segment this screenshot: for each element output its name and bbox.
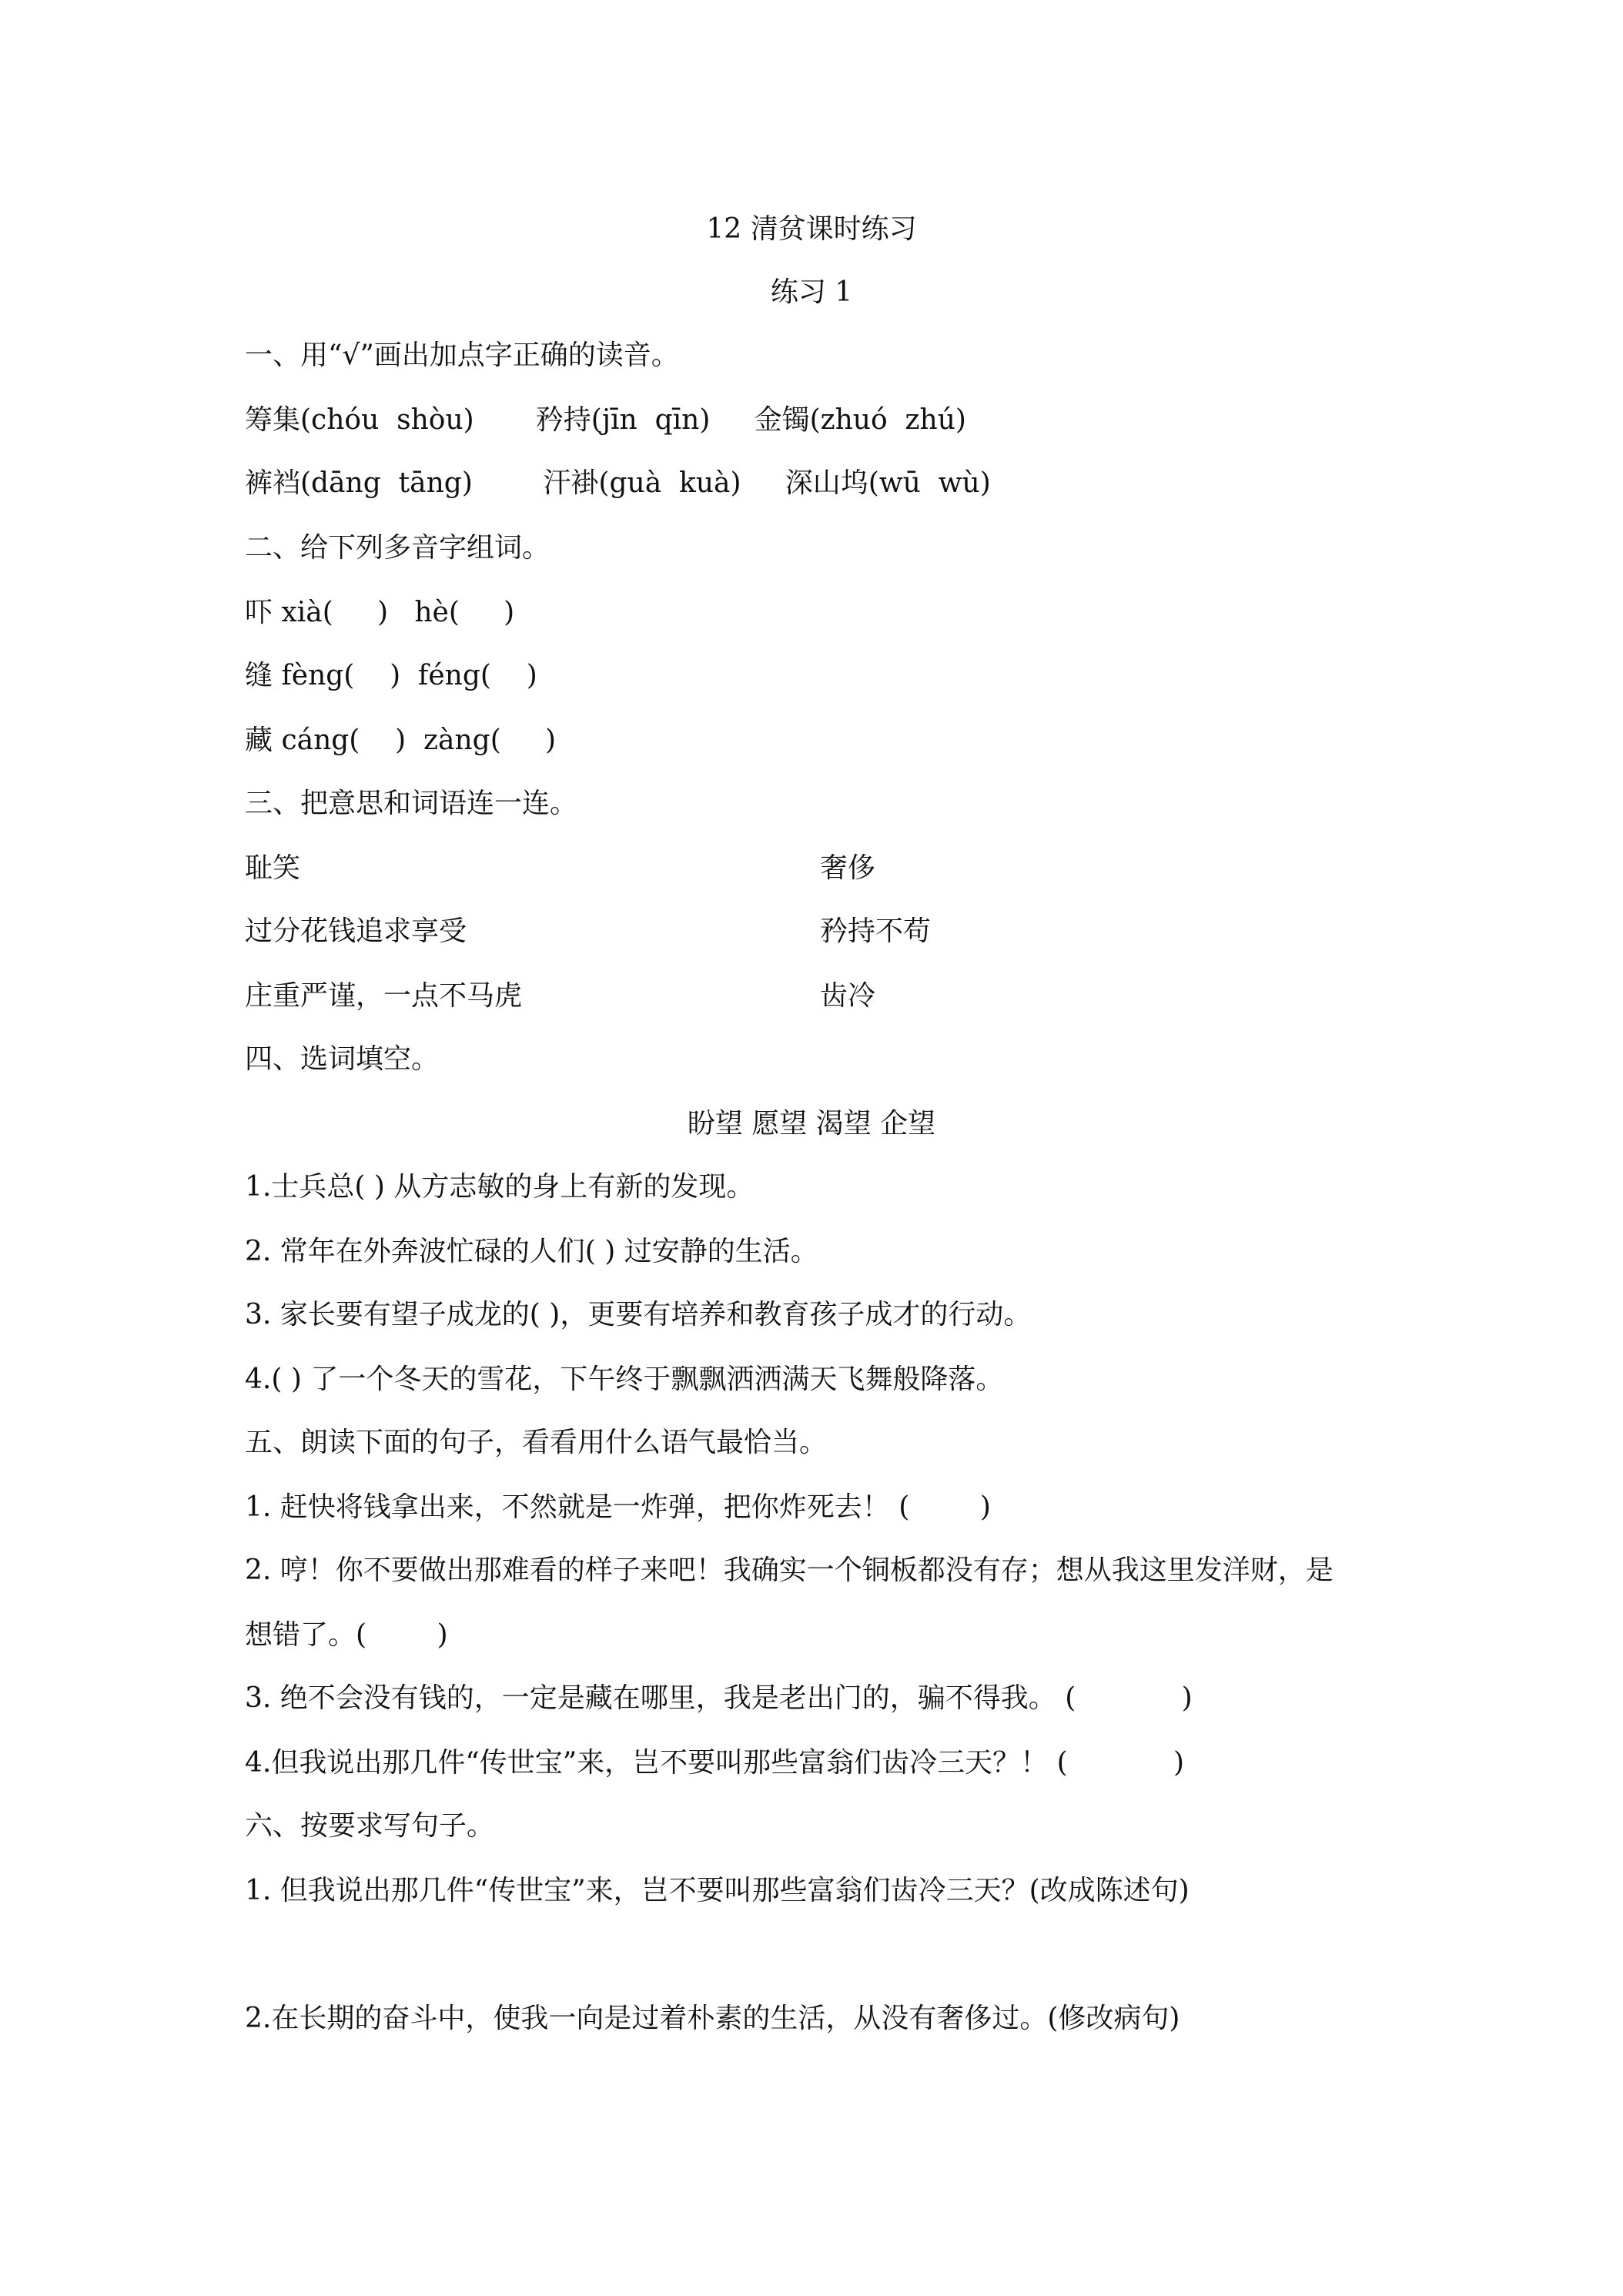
tone-item: 3. 绝不会没有钱的，一定是藏在哪里，我是老出门的，骗不得我。 ( ) xyxy=(245,1682,1193,1714)
word-bank: 盼望 愿望 渴望 企望 xyxy=(687,1108,936,1140)
tone-item-continued: 想错了。( ) xyxy=(245,1619,448,1651)
fill-blank-item: 3. 家长要有望子成龙的( )，更要有培养和教育孩子成才的行动。 xyxy=(245,1299,1032,1330)
fill-blank-item: 4.( ) 了一个冬天的雪花，下午终于飘飘洒洒满天飞舞般降落。 xyxy=(245,1364,1004,1395)
section-heading-2: 二、给下列多音字组词。 xyxy=(245,532,550,564)
page-subtitle: 练习 1 xyxy=(770,276,853,308)
fill-blank-item: 1.士兵总( ) 从方志敏的身上有新的发现。 xyxy=(245,1171,755,1203)
match-left-item: 耻笑 xyxy=(245,852,301,884)
section-heading-1: 一、用“√”画出加点字正确的读音。 xyxy=(245,340,679,371)
page-title: 12 清贫课时练习 xyxy=(706,213,917,245)
pinyin-row-1: 筹集(chóu shòu) 矜持(jīn qīn) 金镯(zhuó zhú) xyxy=(245,404,966,436)
fill-blank-item: 2. 常年在外奔波忙碌的人们( ) 过安静的生活。 xyxy=(245,1236,818,1267)
section-heading-6: 六、按要求写句子。 xyxy=(245,1810,495,1842)
rewrite-item: 1. 但我说出那几件“传世宝”来，岂不要叫那些富翁们齿冷三天？(改成陈述句) xyxy=(245,1875,1190,1906)
match-right-item: 齿冷 xyxy=(820,980,876,1012)
tone-item: 1. 赶快将钱拿出来，不然就是一炸弹，把你炸死去！ ( ) xyxy=(245,1491,991,1523)
polyphone-item: 藏 cáng( ) zàng( ) xyxy=(245,725,557,756)
match-left-item: 庄重严谨，一点不马虎 xyxy=(245,980,523,1012)
pinyin-row-2: 裤裆(dāng tāng) 汗褂(guà kuà) 深山坞(wū wù) xyxy=(245,467,991,499)
section-heading-3: 三、把意思和词语连一连。 xyxy=(245,788,578,819)
polyphone-item: 吓 xià( ) hè( ) xyxy=(245,597,515,628)
match-left-item: 过分花钱追求享受 xyxy=(245,915,467,947)
match-right-item: 奢侈 xyxy=(820,852,876,884)
rewrite-item: 2.在长期的奋斗中，使我一向是过着朴素的生活，从没有奢侈过。(修改病句) xyxy=(245,2003,1180,2034)
polyphone-item: 缝 fèng( ) féng( ) xyxy=(245,660,537,691)
tone-item: 4.但我说出那几件“传世宝”来，岂不要叫那些富翁们齿冷三天？！ ( ) xyxy=(245,1747,1185,1779)
match-right-item: 矜持不苟 xyxy=(820,915,932,947)
section-heading-5: 五、朗读下面的句子，看看用什么语气最恰当。 xyxy=(245,1427,828,1458)
tone-item: 2. 哼！你不要做出那难看的样子来吧！我确实一个铜板都没有存；想从我这里发洋财，是 xyxy=(245,1555,1334,1586)
section-heading-4: 四、选词填空。 xyxy=(245,1043,440,1075)
